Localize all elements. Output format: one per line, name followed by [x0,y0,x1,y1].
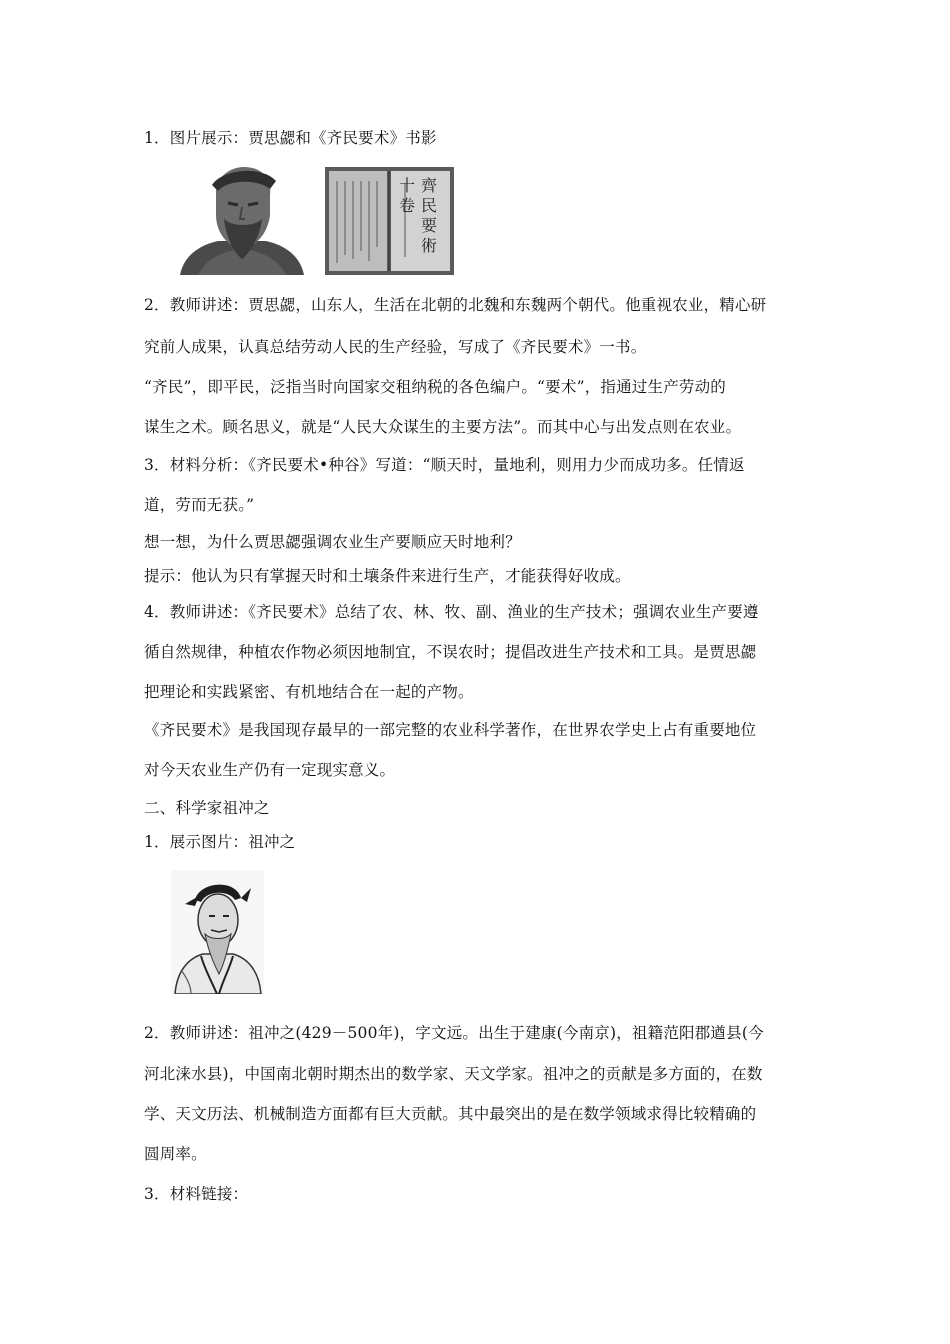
zu-item-2-teacher-narration-l4: 圆周率。 [144,1145,207,1163]
book-title-char: 齊 [420,176,438,195]
summary-l2: 对今天农业生产仍有一定现实意义。 [144,761,396,779]
qimin-yaoshu-book-image [325,167,454,275]
summary-l1: 《齐民要术》是我国现存最早的一部完整的农业科学著作，在世界农学史上占有重要地位 [144,721,757,739]
item-1-picture-display: 1．图片展示：贾思勰和《齐民要术》书影 [144,129,437,147]
item-2-teacher-narration-l2: 究前人成果，认真总结劳动人民的生产经验，写成了《齐民要术》一书。 [144,338,647,356]
zu-item-3-material-link: 3．材料链接： [144,1185,249,1203]
book-title-char: 術 [420,236,438,255]
book-title-char: 十 [398,176,416,195]
item-4-teacher-narration-l2: 循自然规律，种植农作物必须因地制宜，不误农时；提倡改进生产技术和工具。是贾思勰 [144,643,757,661]
book-title-char: 卷 [398,196,416,215]
jia-sixie-bust-image [178,163,306,275]
item-3-material-analysis-l1: 3．材料分析：《齐民要术•种谷》写道：“顺天时，量地利，则用力少而成功多。任情返 [144,456,745,474]
item-3-material-analysis-l2: 道，劳而无获。” [144,496,255,514]
zu-item-2-teacher-narration-l1: 2．教师讲述：祖冲之(429－500年)，字文远。出生于建康(今南京)，祖籍范阳郡遒县(今 [144,1024,764,1042]
book-title-char: 要 [420,216,438,235]
item-4-teacher-narration-l1: 4．教师讲述：《齐民要术》总结了农、林、牧、副、渔业的生产技术；强调农业生产要遵 [144,603,759,621]
item-4-teacher-narration-l3: 把理论和实践紧密、有机地结合在一起的产物。 [144,683,474,701]
section-heading-zu-chongzhi: 二、科学家祖冲之 [144,799,270,817]
qimin-explanation-l1: “齐民”，即平民，泛指当时向国家交租纳税的各色编户。“要术”，指通过生产劳动的 [144,378,726,396]
zu-item-1-picture-display: 1．展示图片：祖冲之 [144,833,296,851]
zu-item-2-teacher-narration-l3: 学、天文历法、机械制造方面都有巨大贡献。其中最突出的是在数学领域求得比较精确的 [144,1105,757,1123]
think-question: 想一想，为什么贾思勰强调农业生产要顺应天时地利？ [144,533,521,551]
hint: 提示：他认为只有掌握天时和土壤条件来进行生产，才能获得好收成。 [144,567,631,585]
item-2-teacher-narration-l1: 2．教师讲述：贾思勰，山东人，生活在北朝的北魏和东魏两个朝代。他重视农业，精心研 [144,296,767,314]
qimin-explanation-l2: 谋生之术。顾名思义，就是“人民大众谋生的主要方法”。而其中心与出发点则在农业。 [144,418,742,436]
book-title-char: 民 [420,196,438,215]
zu-chongzhi-portrait-image [171,870,264,994]
zu-item-2-teacher-narration-l2: 河北涞水县)，中国南北朝时期杰出的数学家、天文学家。祖冲之的贡献是多方面的，在数 [144,1065,763,1083]
